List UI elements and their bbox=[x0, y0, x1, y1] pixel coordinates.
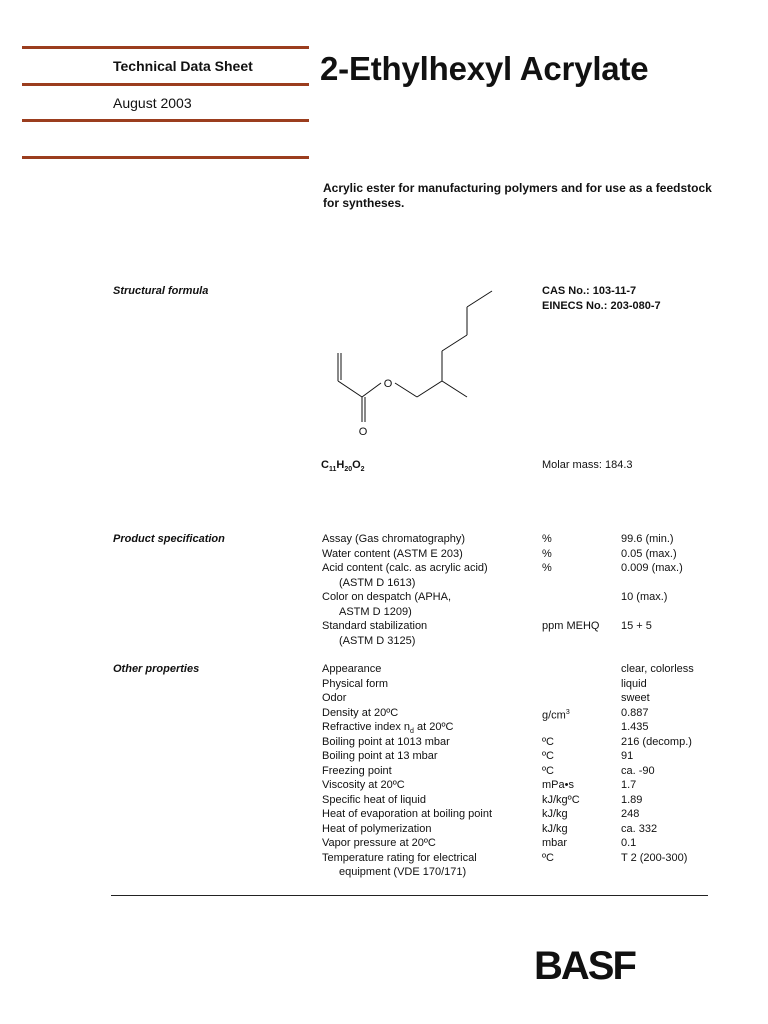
header-rule-2 bbox=[22, 83, 309, 86]
page-title: 2-Ethylhexyl Acrylate bbox=[320, 50, 649, 87]
cas-label: CAS No.: bbox=[542, 285, 590, 297]
structural-formula-diagram bbox=[310, 285, 510, 440]
molar-mass-value: 184.3 bbox=[604, 459, 633, 471]
header-rule-4 bbox=[22, 156, 309, 159]
carbonyl-oxygen-label: O bbox=[358, 426, 368, 438]
doc-date: August 2003 bbox=[113, 95, 192, 111]
cas-value: 103-11-7 bbox=[592, 285, 637, 297]
molecular-formula: $C_{11}H_{20}O_2$ bbox=[321, 459, 365, 474]
molar-mass-label: Molar mass: bbox=[542, 459, 602, 471]
einecs-label: EINECS No.: bbox=[542, 300, 608, 312]
einecs-value: 203-080-7 bbox=[610, 300, 661, 312]
other-properties-label: Other properties bbox=[113, 663, 200, 675]
header-rule-1 bbox=[22, 46, 309, 49]
header-rule-3 bbox=[22, 119, 309, 122]
basf-logo bbox=[534, 944, 642, 984]
ester-oxygen-label: O bbox=[383, 378, 393, 390]
molar-mass bbox=[542, 459, 633, 471]
basf-logo-text: BASF bbox=[534, 944, 635, 984]
doc-type-label: Technical Data Sheet bbox=[113, 58, 253, 74]
einecs-number bbox=[542, 300, 661, 312]
footer-divider bbox=[111, 895, 708, 896]
structural-formula-label: Structural formula bbox=[113, 285, 209, 297]
product-description: Acrylic ester for manufacturing polymers and for use as a feedstock for syntheses. bbox=[323, 181, 712, 210]
cas-number bbox=[542, 285, 636, 297]
product-specification-label: Product specification bbox=[113, 533, 225, 545]
